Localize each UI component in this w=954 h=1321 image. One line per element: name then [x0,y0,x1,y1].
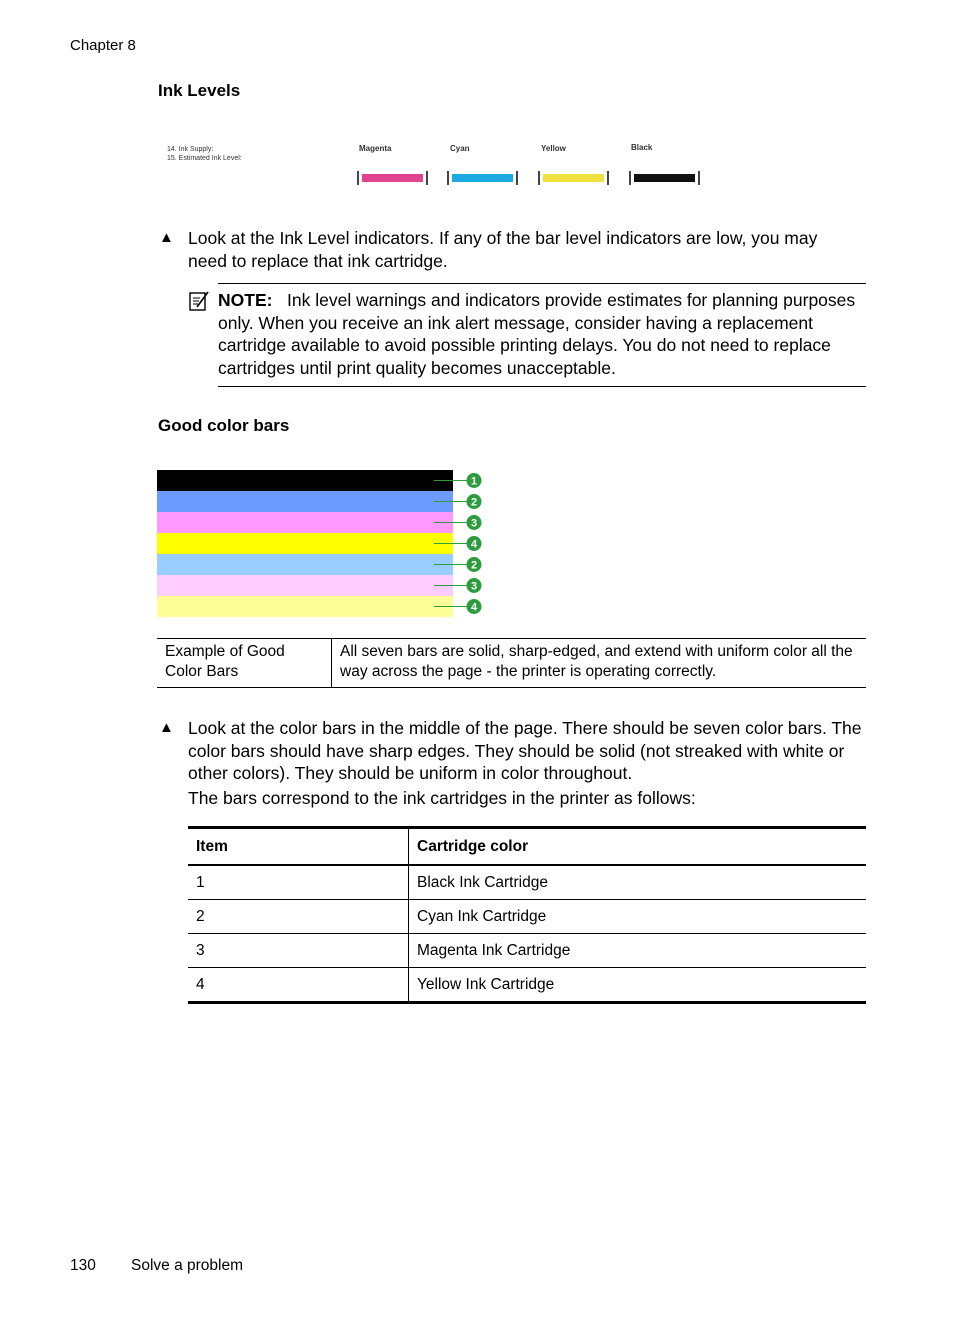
ink-supply-line: 14. Ink Supply: [167,146,214,153]
ink-label-black: Black [631,143,653,152]
callout-number: 4 [470,538,478,551]
page-number: 130 [70,1257,96,1274]
ink-bar-magenta [357,171,428,185]
callout-number: 1 [470,475,478,488]
table-header-row [188,828,866,866]
ink-fill-yellow [543,174,604,182]
ink-levels-heading: Ink Levels [158,81,241,100]
ink-label-cyan: Cyan [450,144,470,153]
color-bar [157,533,453,554]
table-row [188,934,866,968]
ink-fill-magenta [362,174,423,182]
header-cartridge-color: Cartridge color [409,828,867,866]
note-bottom-rule [218,386,866,387]
table-row [188,968,866,1003]
color-bar [157,512,453,533]
example-description-cell: All seven bars are solid, sharp-edged, and extend with uniform color all the way across the page - the printer is operating correctly. [340,643,853,680]
estimated-ink-level-line: 15. Estimated Ink Level: [167,155,242,162]
ink-levels-bullet-text: Look at the Ink Level indicators. If any of the bar level indicators are low, you may need to replace that ink cartridge. [188,228,818,271]
bullet-triangle-icon: ▲ [159,719,174,736]
table-row [188,865,866,900]
ink-fill-black [634,174,695,182]
item-cell: 4 [188,968,409,1003]
item-cell: 1 [188,865,409,900]
chapter-label: Chapter 8 [70,37,136,54]
note-label: NOTE: [218,290,273,310]
header-item: Item [188,828,409,866]
footer-section: Solve a problem [131,1257,244,1274]
cartridge-table [188,826,866,1004]
color-bar [157,491,453,512]
color-bar [157,470,453,491]
bullet-triangle-icon: ▲ [159,229,174,246]
ink-label-yellow: Yellow [541,144,566,153]
note-text: Ink level warnings and indicators provide estimates for planning purposes only. When you receive an ink alert message, consider having a replacement cartridge available to avoid possible printing delays. You do not need to replace cartridges until print quality becomes unacceptable. [218,290,856,378]
item-cell: 3 [188,934,409,968]
note-top-rule [218,283,866,284]
color-bars-follow-text: The bars correspond to the ink cartridges in the printer as follows: [188,788,696,808]
callout-number: 3 [470,580,478,593]
color-bars-figure [157,470,453,617]
callout-number: 4 [470,601,478,614]
ink-bar-yellow [538,171,609,185]
callout-number: 2 [470,496,478,509]
cartridge-color-cell: Cyan Ink Cartridge [409,900,867,934]
cartridge-color-cell: Yellow Ink Cartridge [417,975,555,993]
color-bar [157,554,453,575]
color-bar [157,596,453,617]
example-table [157,638,866,688]
color-bar-callouts [434,470,494,617]
note-block [218,289,858,379]
ink-bar-cyan [447,171,518,185]
color-bars-bullet-text: Look at the color bars in the middle of the page. There should be seven color bars. The color bars should have sharp edges. They should be solid (not streaked with white or other colors). They should be uniform in color throughout. [188,718,862,783]
ink-fill-cyan [452,174,513,182]
callout-number: 3 [470,517,478,530]
callout-number: 2 [470,559,478,572]
table-row [157,639,866,688]
color-bar [157,575,453,596]
example-label-cell: Example of Good Color Bars [157,639,332,688]
cartridge-color-cell: Magenta Ink Cartridge [409,934,867,968]
note-icon [188,290,210,312]
ink-label-magenta: Magenta [359,144,392,153]
cartridge-color-cell: Black Ink Cartridge [409,865,867,900]
ink-bar-black [629,171,700,185]
item-cell: 2 [188,900,409,934]
table-row [188,900,866,934]
good-color-bars-heading: Good color bars [158,416,290,435]
